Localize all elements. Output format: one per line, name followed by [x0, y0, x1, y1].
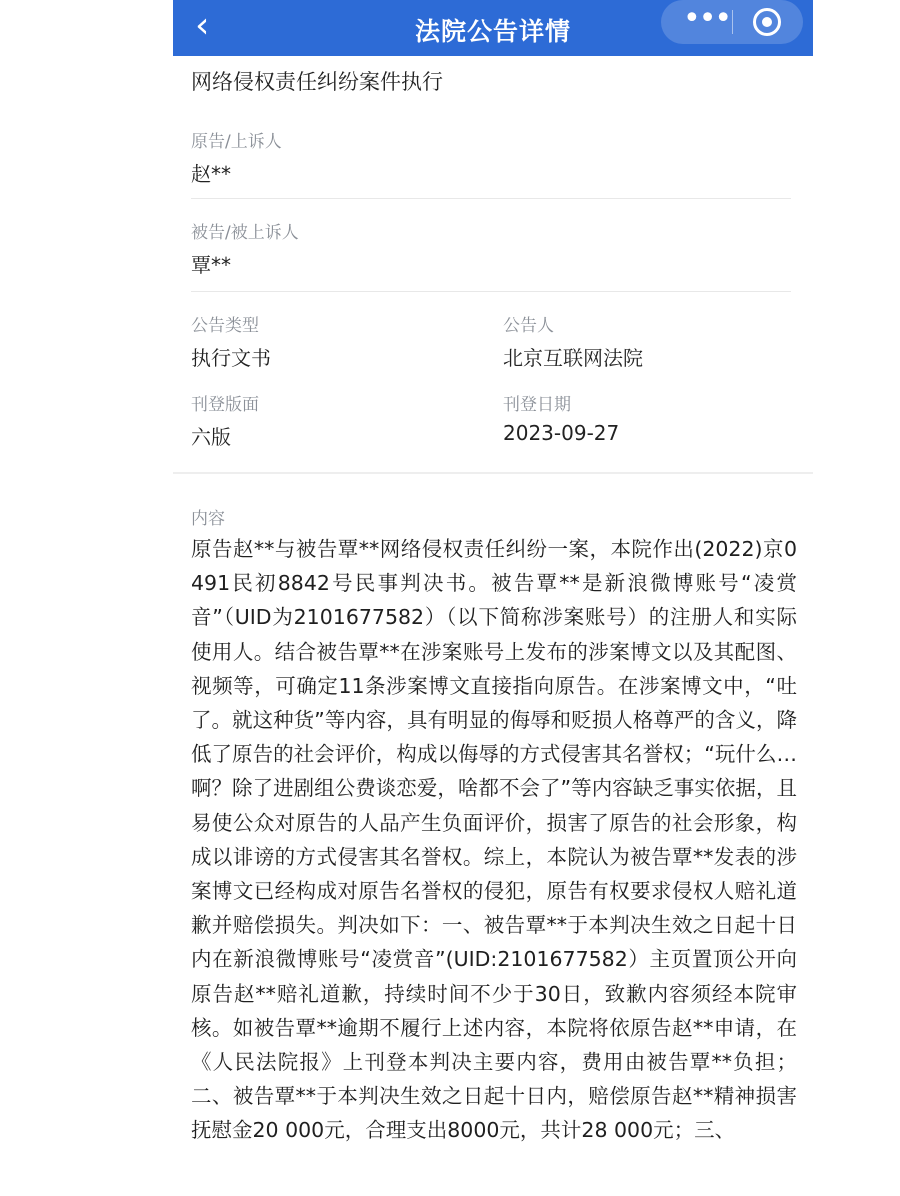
announcer-value: 北京互联网法院	[503, 346, 643, 370]
content-text: 原告赵**与被告覃**网络侵权责任纠纷一案，本院作出(2022)京0491民初8842号民事判决书。被告覃**是新浪微博账号“凌赏音”（UID为2101677582）（以下简称涉案账号）的注册人和实际使用人。结合被告覃**在涉案账号上发布的涉案博文以及其配图、视频等，可确定11条涉案博文直接指向原告。在涉案博文中，“吐了。就这种货”等内容，具有明显的侮辱和贬损人格尊严的含义，降低了原告的社会评价，构成以侮辱的方式侵害其名誉权；“玩什么…啊？除了进剧组公费谈恋爱，啥都不会了”等内容缺乏事实依据，且易使公众对原告的人品产生负面评价，损害了原告的社会形象，构成以诽谤的方式侵害其名誉权。综上，本院认为被告覃**发表的涉案博文已经构成对原告名誉权的侵犯，原告有权要求侵权人赔礼道歉并赔偿损失。判决如下：一、被告覃**于本判决生效之日起十日内在新浪微博账号“凌赏音”(UID:2101677582）主页置顶公开向原告赵**赔礼道歉，持续时间不少于30日，致歉内容须经本院审核。如被告覃**逾期不履行上述内容，本院将依原告赵**申请，在《人民法院报》上刊登本判决主要内容，费用由被告覃**负担；二、被告覃**于本判决生效之日起十日内，赔偿原告赵**精神损害抚慰金20 000元，合理支出8000元，共计28 000元；三、	[191, 537, 797, 1143]
more-dots-icon[interactable]: •••	[683, 1, 731, 36]
capsule-divider	[732, 10, 733, 34]
plaintiff-label: 原告/上诉人	[191, 132, 282, 152]
back-arrow-icon[interactable]: ‹	[195, 5, 210, 46]
section-divider	[173, 472, 813, 474]
publish-date-label: 刊登日期	[503, 395, 571, 415]
plaintiff-value: 赵**	[191, 162, 231, 186]
page-title: 法院公告详情	[414, 17, 571, 46]
close-miniprogram-icon[interactable]	[753, 8, 781, 36]
defendant-value: 覃**	[191, 253, 231, 277]
defendant-label: 被告/被上诉人	[191, 223, 299, 243]
announcer-label: 公告人	[503, 316, 554, 336]
publish-page-value: 六版	[191, 425, 231, 449]
notice-type-value: 执行文书	[191, 346, 271, 370]
notice-type-label: 公告类型	[191, 316, 259, 336]
divider	[191, 291, 791, 292]
top-navigation-bar	[173, 0, 813, 56]
content-label: 内容	[191, 509, 225, 529]
miniprogram-capsule	[661, 0, 803, 44]
publish-page-label: 刊登版面	[191, 395, 259, 415]
divider	[191, 198, 791, 199]
case-title: 网络侵权责任纠纷案件执行	[191, 70, 443, 94]
publish-date-value: 2023-09-27	[503, 421, 620, 445]
